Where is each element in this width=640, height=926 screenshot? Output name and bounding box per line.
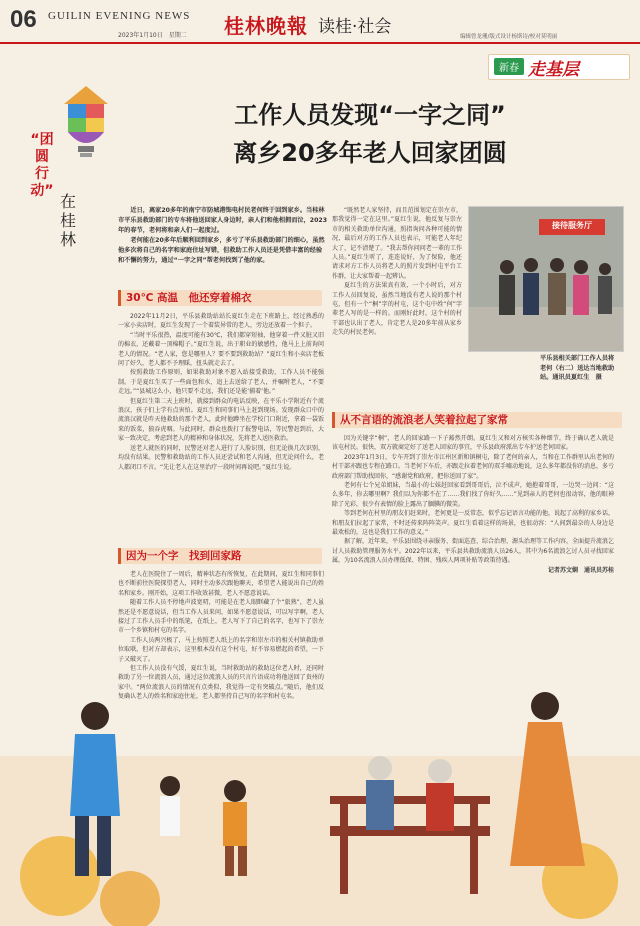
lead-p2: 老何能在20多年后顺利回到家乡，多亏了平乐县救助部门的细心，虽然他多次将自己的名字和家庭住址写错，但救助工作人员还是凭借丰富的经验和不懈的努力，通过“一字之同”帮老何找到了他的家。 bbox=[118, 237, 325, 264]
paragraph: 老人在医院住了一周后，精神状态有所恢复，在此期间，夏红生和同事们也不断前往医院探望老人，同时主动多次跟他聊天，希望老人能说出自己的姓名和家乡。刚开始，这项工作收效甚微，老人不愿意说话。 bbox=[118, 571, 324, 597]
badge-title: 走基层 bbox=[528, 60, 579, 80]
lightbulb-house-icon bbox=[60, 84, 112, 164]
paragraph: 老何有七个兄弟姐妹，当最小的七妹赶回家看到哥哥后，泣不成声，她抱着哥哥，一边哭一边问：“这么多年，你去哪里啊？我们以为你都不在了……我们找了你好久……”见到亲人的老何也很动容，他的眼神除了光彩，很少有表情的脸上露出了腼腆的微笑。 bbox=[332, 482, 614, 508]
section-heading-2: 因为一个字 找到回家路 bbox=[118, 548, 322, 564]
lead-paragraph bbox=[118, 206, 328, 266]
paragraph: 2022年11月2日，平乐县救助站站长夏红生走在下班路上，经过熟悉的一家小卖店时，夏红生发现了一个着装异常的老人，旁边还放着一个担子。 bbox=[118, 313, 324, 330]
paragraph: 按照救助工作原则，如果救助对象不愿入站接受救助，工作人员不能强制。于是夏红生买了一些面包和水，追上去送给了老人，并嘱咐老人，“不要走远。”“县城这么小，他只要不走远，我们还是能‘捕着’他。” bbox=[118, 369, 324, 396]
paragraph: 等到老何在村里的朋友们赶来时，老何更是一反常态，似乎忘记语言功能的他，说起了高利的家乡话，和朋友们拉起了家常，不时还传来阵阵笑声。夏红生看着这样的场景，也很动容：“人间到最奈的人身边是最欢松的，这也是我们工作的意义。” bbox=[332, 510, 615, 537]
section-heading-3: 从不言语的流浪老人笑着拉起了家常 bbox=[332, 412, 622, 428]
photo-caption: 平乐县相关部门工作人员将老何（右二）送达当地救助站。通讯员夏红生 摄 bbox=[540, 355, 615, 382]
paragraph: “当时平乐很热，温度可能有30℃，我们都穿短袖，他穿着一件又脏又旧的棉衣，还戴着一顶棉帽子。”夏红生说，出于职业的敏感性，他马上上前询问老人的情况。“老人家，您是哪里人？要不要到救助站？”夏红生和小卖店老板问了好久，老人都不予理睬，扭头就走去了。 bbox=[118, 331, 324, 368]
badge-tag: 新春 bbox=[494, 58, 524, 75]
editors-line: 编辑曾龙珊/版式设计杨斯诗/校对莫明丽 bbox=[460, 34, 558, 40]
photo-sign: 接待服务厅 bbox=[552, 221, 592, 230]
byline: 记者苏文娴 通讯员苏桂 bbox=[547, 566, 614, 574]
paragraph: 工作人员两兴极了，马上按照老人纸上的名字和崇左市的相关村镇救助单位取联，但对方却表示，这里根本没有这个村屯，好不容易燃起的希望，一下子又破灭了。 bbox=[118, 636, 324, 663]
paragraph: 夏红生的方法果真有效，一个小时后，对方工作人员回复说，虽然当地没有老人说的那个村屯，但有一个“桐”字的村屯，这个屯中姓“何”字辈老人写的是一样的。而刚好此时，这个村的村干部也认出了老人，肯定老人是20多年前从家乡走失的村民老何。 bbox=[332, 282, 462, 337]
paper-logo: 桂林晚報 bbox=[224, 14, 308, 38]
section-title: 读桂·社会 bbox=[318, 17, 392, 37]
paragraph: 据了解，近年来，平乐县围绕寻亲服务、街面巡查、综合治理、源头治理等工作内容，全面提升流浪乞讨人员救助管理服务水平。2022年以来，平乐县共救助流浪人员26人，其中为6名流浪乞讨人员寻找回家属，为10名流浪人员办理低保、特困、残疾人两项补贴等政策待遇。 bbox=[332, 538, 615, 565]
news-photo bbox=[468, 206, 624, 352]
paragraph: 但工作人员没有气馁，夏红生说，当时救助站的救助这位老人时，还同时救助了另一位流浪人员，通过这位流浪人员的只言片语成功将他送回了贵州的家中。“两位流浪人员的情况有点类似，我觉得一定有突破点。”随后，他们反复确认老人的姓名和家庭住址，老人都坚持自己写的名字和村屯名。 bbox=[118, 665, 324, 701]
paragraph: 因为关键字“桐”，老人的回家路一下子豁然开朗。夏红生又和对方核实各种细节，终于确认老人就是该屯村民。很快，双方就商定好了送老人回家的事宜，平乐县政府派出专车护送老何回家。 bbox=[332, 435, 614, 452]
campaign-logo-title: “团圆行动” bbox=[30, 132, 54, 199]
paragraph: 但夏红生第二天上班时，就接到群众的电话反映，在平乐小学附近有个流浪汉，孩子们上学有点害怕。夏红生和同事们马上赶到现场。发现群众口中的流浪汉就是昨天他救助的那个老人，此时他蹲坐在学校门口附近，拿着一袋饭来的饭菜，狼吞虎咽。与此同时，群众也拨打了报警电话，等民警赶到后，大家一致决定，考虑到老人的精神和身体状况，先将老人送医救治。 bbox=[118, 397, 324, 443]
paper-name-en: GUILIN EVENING NEWS bbox=[48, 10, 191, 22]
family-reunion-illustration bbox=[0, 676, 640, 926]
masthead-rule bbox=[0, 42, 640, 44]
section-heading-1: 30℃ 高温 他还穿着棉衣 bbox=[118, 290, 322, 306]
issue-date: 2023年1月10日 星期二 bbox=[118, 32, 187, 39]
lead-p1: 近日，离家20多年的南宁市防城港饰电村民老何终于回到家乡。当桂林市平乐县救助部门的专车将他送回家人身边时，亲人们和他相拥而泣，2023年的春节，老何将和亲人们一起度过。 bbox=[118, 207, 328, 234]
headline-line-2: 离乡20多年老人回家团圆 bbox=[233, 139, 507, 167]
paragraph: 2023年1月3日，专车开到了崇左市江州区新和镇桐屯，除了老何的亲人，当和在工作群里认出老何的村干部亦跟也专程在路口。当老何下车后，亦跟走拉着老何的双手嘘动地说，这么多年都没你的消息，多亏政府部门帮助找回你，“感谢党和政府，把你送回了家”。 bbox=[332, 453, 615, 480]
headline bbox=[120, 96, 620, 172]
section-2-continued bbox=[332, 206, 462, 338]
page-number: 06 bbox=[10, 6, 37, 33]
paragraph: “既然老人家坚持，而且范围划定在崇左市，那我觉得一定在这里。”夏红生说，他反复与崇左市的相关救助单位沟通，照指询问各种可能的情况，最后对方的工作人员也表示，可能老人年纪大了，记不清楚了。“我去帮你问问老一辈的工作人员。”夏红生听了，连连说好，为了保险，他还请求对方工作人员将老人的照片发到村屯平台工作群，让大家帮着一起辨认。 bbox=[332, 207, 462, 280]
campaign-logo-subtitle: 在桂林 bbox=[59, 192, 76, 249]
paragraph: 随着工作人员不停地声波宽叨，可能是在老人眼眶藏了个“旅熟”，老人虽然还是不愿意说话，但当工作人员来问，如果不愿意说话，可以写字啊，老人接过了工作人员手中的纸笔，在纸上，老人写下了自己的名字，也写下了崇左市一个乡镇和村屯的名字。 bbox=[118, 599, 324, 635]
headline-line-1: 工作人员发现“一字之同” bbox=[234, 101, 506, 129]
paragraph: 送老人就医的同时，民警还对老人进行了人脸识别，但无论换几次识别，均没有结果。民警和救助站的工作人员还尝试和老人沟通，但无论问什么，老人都闭口不言。“先让老人在这里治疗一段时间再说吧。”夏红生说。 bbox=[118, 444, 324, 471]
section-1-body bbox=[118, 312, 324, 472]
section-3-body bbox=[332, 434, 614, 575]
